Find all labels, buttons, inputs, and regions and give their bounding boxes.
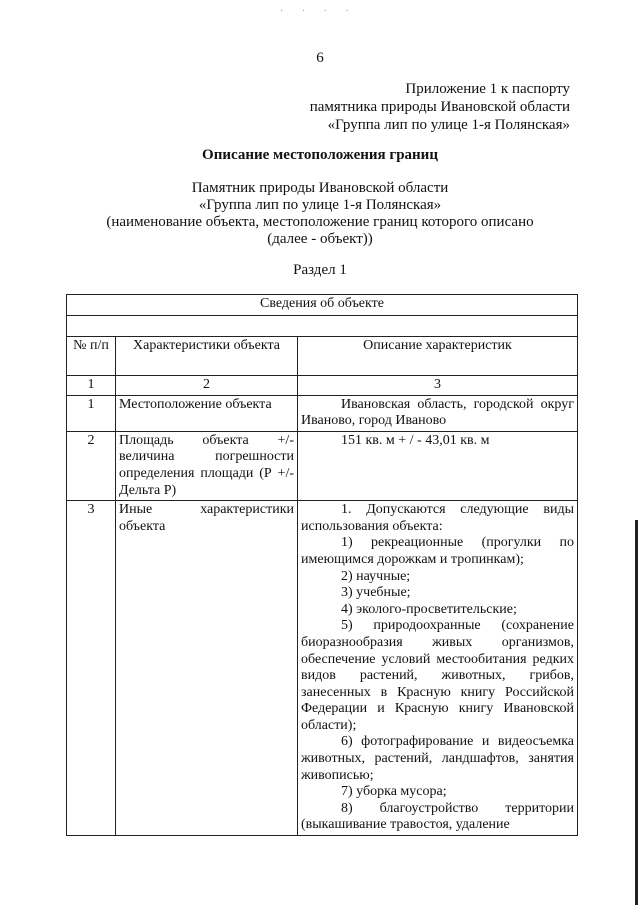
table-row bbox=[67, 395, 578, 431]
description-line: 1) рекреационные (прогулки по имеющимся дорожкам и тропинкам); bbox=[301, 535, 574, 567]
header-description: Описание характеристик bbox=[298, 337, 578, 376]
object-name-note: (далее - объект)) bbox=[267, 231, 373, 247]
table-title-row bbox=[67, 295, 578, 316]
row-characteristic: Иные характеристики объекта bbox=[116, 501, 298, 836]
description-line: 7) уборка мусора; bbox=[341, 784, 447, 800]
description-line: 8) благоустройство территории (выкашивание травостоя, удаление bbox=[301, 800, 574, 833]
page-number: 6 bbox=[316, 50, 324, 66]
table-row bbox=[67, 501, 578, 836]
description-line: 3) учебные; bbox=[341, 585, 411, 601]
row-description bbox=[298, 501, 578, 836]
table-row bbox=[67, 431, 578, 500]
empty-cell bbox=[67, 316, 578, 337]
object-info-table bbox=[66, 294, 578, 836]
column-number: 1 bbox=[67, 376, 116, 396]
description-line: 4) эколого-просветительские; bbox=[341, 601, 517, 617]
description-line: 5) природоохранные (сохранение биоразнообразия живых организмов, обеспечение условий местообитания редких видов растений, животных, грибов, занесенных в Красную книгу Российской Федерации и Красную книгу Ивановской области); bbox=[301, 618, 574, 733]
row-num: 3 bbox=[67, 501, 116, 836]
description-line: 6) фотографирование и видеосъемка животных, растений, ландшафтов, занятия живописью; bbox=[301, 734, 574, 783]
row-description: 151 кв. м + / - 43,01 кв. м bbox=[298, 431, 578, 500]
document-heading: Описание местоположения границ bbox=[202, 147, 438, 163]
section-title: Раздел 1 bbox=[293, 262, 347, 278]
header-characteristic: Характеристики объекта bbox=[116, 337, 298, 376]
table-empty-row bbox=[67, 316, 578, 337]
row-num: 1 bbox=[67, 395, 116, 431]
header-num: № п/п bbox=[67, 337, 116, 376]
object-name-block bbox=[0, 180, 640, 248]
description-line: 1. Допускаются следующие виды использования объекта: bbox=[301, 502, 574, 534]
scan-edge-shadow bbox=[635, 520, 638, 905]
appendix-reference bbox=[310, 80, 570, 134]
row-characteristic: Площадь объекта +/- величина погрешности определения площади (Р +/- Дельта Р) bbox=[116, 431, 298, 500]
row-description: Ивановская область, городской округ Иваново, город Иваново bbox=[298, 395, 578, 431]
column-number: 2 bbox=[116, 376, 298, 396]
object-name-line: Памятник природы Ивановской области bbox=[191, 180, 449, 196]
scan-artifact: · · · · bbox=[280, 6, 357, 17]
column-number-row bbox=[67, 376, 578, 396]
object-name-line: «Группа лип по улице 1-я Полянская» bbox=[198, 197, 442, 213]
object-name-note: (наименование объекта, местоположение границ которого описано bbox=[106, 214, 534, 230]
table-header-row bbox=[67, 337, 578, 376]
column-number: 3 bbox=[298, 376, 578, 396]
appendix-line: памятника природы Ивановской области bbox=[309, 99, 570, 115]
table-title: Сведения об объекте bbox=[67, 295, 578, 316]
appendix-line: Приложение 1 к паспорту bbox=[405, 81, 570, 97]
row-characteristic: Местоположение объекта bbox=[116, 395, 298, 431]
description-line: 2) научные; bbox=[341, 568, 411, 584]
appendix-line: «Группа лип по улице 1-я Полянская» bbox=[327, 117, 570, 133]
row-num: 2 bbox=[67, 431, 116, 500]
